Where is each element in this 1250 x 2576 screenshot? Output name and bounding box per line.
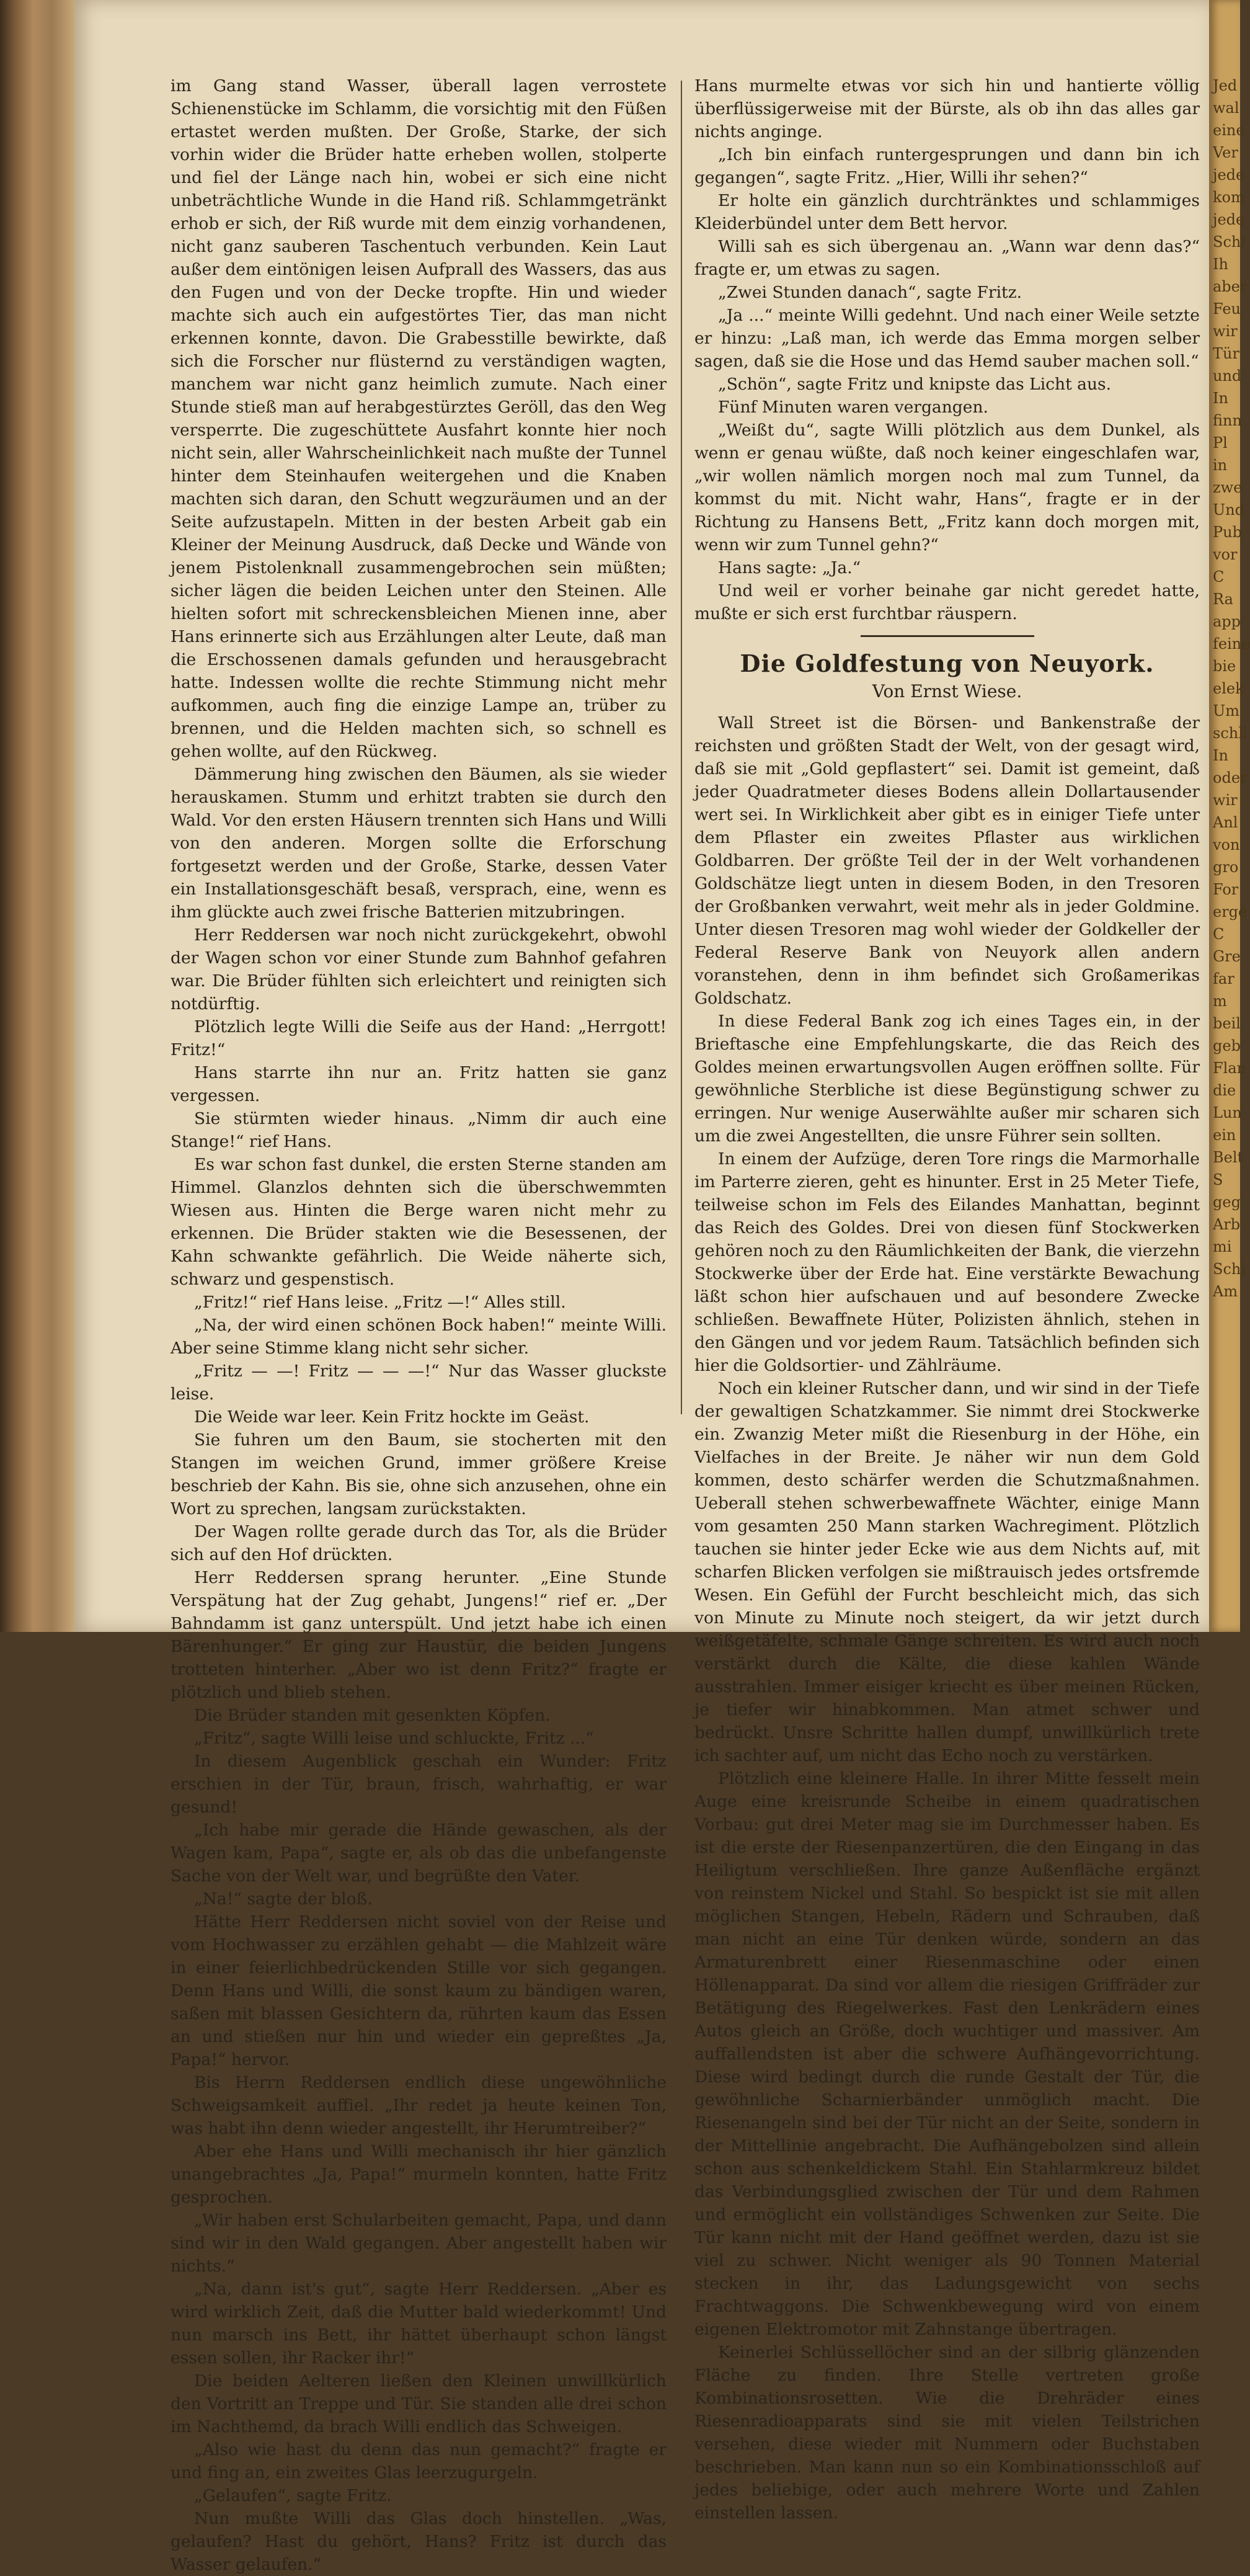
right-column <box>694 74 1200 2525</box>
story-paragraph: Sie stürmten wieder hinaus. „Nimm dir auch eine Stange!“ rief Hans. <box>171 1109 667 1151</box>
article-paragraph: Noch ein kleiner Rutscher dann, und wir sind in der Tiefe der gewaltigen Schatzkammer. Sie nimmt drei Stockwerke ein. Zwanzig Meter mißt die Riesenburg in der Höhe, ein Vielfaches in der Breite. Je näher wir nun dem Gold kommen, desto schärfer werden die Schutzmaßnahmen. Ueberall stehen schwerbewaffnete Wächter, einige Mann vom gesamten 250 Mann starken Wachregiment. Plötzlich tauchen sie hinter jeder Ecke wie aus dem Nichts auf, mit scharfen Blicken verfolgen sie mißtrauisch jedes ortsfremde Wesen. Ein Gefühl der Furcht beschleicht mich, das sich von Minute zu Minute noch steigert, da wir jetzt durch weißgetäfelte, schmale Gänge schreiten. Es wird auch noch verstärkt durch die Kälte, die diese kahlen Wände ausstrahlen. Immer eisiger kriecht es über meinen Rücken, je tiefer wir hinabkommen. Man atmet schwer und bedrückt. Unsre Schritte hallen dumpf, unwillkürlich trete ich sachter auf, um nicht das Echo noch zu verstärken. <box>694 1379 1200 1765</box>
story-paragraph: „Fritz!“ rief Hans leise. „Fritz —!“ Alles still. <box>194 1293 566 1312</box>
story-paragraph: „Ich habe mir gerade die Hände gewaschen, als der Wagen kam, Papa“, sagte er, als ob das die unbefangenste Sache von der Welt war, und begrüßte den Vater. <box>171 1821 667 1886</box>
newspaper-page <box>74 0 1209 2574</box>
story-paragraph: „Ja ...“ meinte Willi gedehnt. Und nach einer Weile setzte er hinzu: „Laß man, ich werde das Emma morgen selber sagen, daß sie die Hose und das Hemd sauber machen soll.“ <box>694 306 1200 371</box>
article-paragraph: Plötzlich eine kleinere Halle. In ihrer Mitte fesselt mein Auge eine kreisrunde Scheibe in einem quadratischen Vorbau: gut drei Meter mag sie im Durchmesser haben. Es ist die erste der Riesenpanzertüren, die den Eingang in das Heiligtum verschließen. Ihre ganze Außenfläche ergänzt von reinstem Nickel und Stahl. So bespickt ist sie mit allen möglichen Stangen, Hebeln, Rädern und Schrauben, daß man nicht an eine Tür denken würde, sondern an das Armaturenbrett einer Riesenmaschine oder einen Höllenapparat. Da sind vor allem die riesigen Griffräder zur Betätigung des Riegelwerkes. Fast den Lenkrädern eines Autos gleich an Größe, doch wuchtiger und massiver. Am auffallendsten ist aber die schwere Aufhängevorrichtung. Diese wird bedingt durch die runde Gestalt der Tür, die gewöhnliche Scharnierbänder unmöglich macht. Die Riesenangeln sind bei der Tür nicht an der Seite, sondern in der Mittellinie angebracht. Die Aufhängebolzen sind allein schon aus schenkeldickem Stahl. Ein Stahlarmkreuz bildet das Verbindungsglied zwischen der Tür und dem Rahmen und ermöglicht ein vollständiges Schwenken zur Seite. Die Tür kann nicht mit der Hand geöffnet werden, dazu ist sie viel zu schwer. Nicht weniger als 90 Tonnen Material stecken in ihr, das Ladungsgewicht von sechs Frachtwaggons. Die Schwenkbewegung wird von einem eigenen Elektromotor mit Zahnstange übertragen. <box>694 1769 1200 2339</box>
story-paragraph: Und weil er vorher beinahe gar nicht geredet hatte, mußte er sich erst furchtbar räuspern. <box>694 581 1200 623</box>
story-paragraph: Sie fuhren um den Baum, sie stocherten mit den Stangen im weichen Grund, immer größere Kreise beschrieb der Kahn. Bis sie, ohne sich anzusehen, ohne ein Wort zu sprechen, langsam zurückstakten. <box>171 1430 667 1518</box>
story-paragraph: Hätte Herr Reddersen nicht soviel von der Reise und vom Hochwasser zu erzählen gehabt — die Mahlzeit wäre in einer feierlichbedrückenden Stille vor sich gegangen. Denn Hans und Willi, die sonst kaum zu bändigen waren, saßen mit blassen Gesichtern da, rührten kaum das Essen an und stießen nur hin und wieder ein gepreßtes „Ja, Papa!“ hervor. <box>171 1912 667 2069</box>
story-paragraph: „Fritz — —! Fritz — — —!“ Nur das Wasser gluckste leise. <box>171 1362 667 1404</box>
article-paragraph: In einem der Aufzüge, deren Tore rings die Marmorhalle im Parterre zieren, geht es hinunter. Erst in 25 Meter Tiefe, teilweise schon im Fels des Eilandes Manhattan, beginnt das Reich des Goldes. Drei von diesen fünf Stockwerken gehören noch zu den Räumlichkeiten der Bank, die vierzehn Stockwerke über der Erde hat. Eine verstärkte Bewachung läßt schon hier aufschauen und auf besondere Zwecke schließen. Bewaffnete Hüter, Polizisten ähnlich, stehen in den Gängen und vor jedem Raum. Tatsächlich befinden sich hier die Goldsortier- und Zählräume. <box>694 1149 1200 1375</box>
section-divider <box>861 635 1034 637</box>
story-paragraph: In diesem Augenblick geschah ein Wunder: Fritz erschien in der Tür, braun, frisch, wahrhaftig, er war gesund! <box>171 1752 667 1817</box>
story-paragraph: „Na, dann ist's gut“, sagte Herr Reddersen. „Aber es wird wirklich Zeit, daß die Mutter bald wiederkommt! Und nun marsch ins Bett, ihr hättet überhaupt schon längst essen sollen, ihr Racker ihr!“ <box>171 2280 667 2368</box>
story-paragraph: Hans starrte ihn nur an. Fritz hatten sie ganz vergessen. <box>171 1063 667 1105</box>
story-paragraph: Herr Reddersen war noch nicht zurückgekehrt, obwohl der Wagen schon vor einer Stunde zum Bahnhof gefahren war. Die Brüder fühlten sich erleichtert und reinigten sich notdürftig. <box>171 925 667 1014</box>
story-paragraph: „Fritz“, sagte Willi leise und schluckte, Fritz ...“ <box>194 1729 594 1748</box>
story-paragraph: „Weißt du“, sagte Willi plötzlich aus dem Dunkel, als wenn er genau wüßte, daß noch keiner eingeschlafen war, „wir wollen nämlich morgen noch mal zum Tunnel, da kommst du mit. Nicht wahr, Hans“, fragte er in der Richtung zu Hansens Bett, „Fritz kann doch morgen mit, wenn wir zum Tunnel gehn?“ <box>694 421 1200 555</box>
story-paragraph: Nun mußte Willi das Glas doch hinstellen. „Was, gelaufen? Hast du gehört, Hans? Fritz ist durch das Wasser gelaufen.“ <box>171 2509 667 2574</box>
next-page-text-fragment: Jed wal eine Ver jede kom jede Schl Ih aber Feu wir Tür und In finn Pl in zwe Und Pub vor C Ra app feine bie elek Um schli In oder wir Anl von gro For erge C Gre far m beil geb Flan die Lun ein Belt S geg Arb mi Schi Am <box>1213 77 1250 1300</box>
story-paragraph: Fünf Minuten waren vergangen. <box>718 398 988 417</box>
article-title: Die Goldfestung von Neuyork. <box>740 649 1155 677</box>
story-paragraph: Hans sagte: „Ja.“ <box>718 558 861 577</box>
story-paragraph: „Zwei Stunden danach“, sagte Fritz. <box>718 283 1022 302</box>
story-paragraph: im Gang stand Wasser, überall lagen verrostete Schienenstücke im Schlamm, die vorsichtig mit den Füßen ertastet werden mußten. Der Große, Starke, der sich vorhin wider die Brüder hatte erheben wollen, stolperte und fiel der Länge nach hin, wobei er sich eine nicht unbeträchtliche Wunde in die Hand riß. Schlammgetränkt erhob er sich, der Riß wurde mit dem einzig vorhandenen, nicht ganz sauberen Taschentuch verbunden. Kein Laut außer dem eintönigen leisen Aufprall des Wassers, das aus den Fugen und von der Decke tropfte. Hin und wieder machte sich auch ein aufgestörtes Tier, das man nicht erkennen konnte, davon. Die Grabesstille bewirkte, daß sich die Forscher nur flüsternd zu verständigen wagten, manchem war nicht ganz heimlich zumute. Nach einer Stunde stieß man auf herabgestürztes Geröll, das den Weg versperrte. Die zugeschüttete Ausfahrt konnte hier noch nicht sein, aller Wahrscheinlichkeit nach mußte der Tunnel hinter dem Steinhaufen weitergehen und die Knaben machten sich daran, den Schutt wegzuräumen und an der Seite aufzustapeln. Mitten in der besten Arbeit gab ein Kleiner der Meinung Ausdruck, daß Decke und Wände von jenem Pistolenknall zusammengebrochen sein müßten; sicher lägen die beiden Leichen unter den Steinen. Alle hielten sofort mit schreckensbleichen Mienen inne, aber Hans erinnerte sich aus Erzählungen alter Leute, daß man die Erschossenen damals gefunden und herausgebracht hatte. Indessen wollte die rechte Stimmung nicht mehr aufkommen, auch fing die einzige Lampe an, trüber zu brennen, und die Helden machten sich, so schnell es gehen wollte, auf den Rückweg. <box>171 76 667 761</box>
story-paragraph: „Wir haben erst Schularbeiten gemacht, Papa, und dann sind wir in den Wald gegangen. Aber angestellt haben wir nichts.“ <box>171 2211 667 2276</box>
story-paragraph: Bis Herrn Reddersen endlich diese ungewöhnliche Schweigsamkeit auffiel. „Ihr redet ja heute keinen Ton, was habt ihn denn wieder angestellt, ihr Herumtreiber?“ <box>171 2073 667 2138</box>
story-paragraph: Die beiden Aelteren ließen den Kleinen unwillkürlich den Vortritt an Treppe und Tür. Sie standen alle drei schon im Nachthemd, da brach Willi endlich das Schweigen. <box>171 2371 667 2436</box>
story-paragraph: Hans murmelte etwas vor sich hin und hantierte völlig überflüssigerweise mit der Bürste, als ob ihn das alles gar nichts anginge. <box>694 76 1200 141</box>
story-paragraph: Er holte ein gänzlich durchtränktes und schlammiges Kleiderbündel unter dem Bett hervor. <box>694 191 1200 233</box>
column-divider <box>681 81 682 1414</box>
article-paragraph: Wall Street ist die Börsen- und Bankenstraße der reichsten und größten Stadt der Welt, von der gesagt wird, daß sie mit „Gold gepflastert“ sei. Damit ist gemeint, daß jeder Quadratmeter dieses Bodens allein Dollartausender wert sei. In Wirklichkeit aber gibt es in einiger Tiefe unter dem Pflaster ein zweites Pflaster aus wirklichen Goldbarren. Der größte Teil der in der Welt vorhandenen Goldschätze liegt unten in diesem Boden, in den Tresoren der Großbanken verwahrt, weit mehr als in jeder Goldmine. Unter diesen Tresoren mag wohl wieder der Goldkeller der Federal Reserve Bank von Neuyork allen andern voranstehen, denn in ihm befindet sich Großamerikas Goldschatz. <box>694 713 1200 1008</box>
story-paragraph: „Na, der wird einen schönen Bock haben!“ meinte Willi. Aber seine Stimme klang nicht sehr sicher. <box>171 1316 667 1358</box>
story-paragraph: Willi sah es sich übergenau an. „Wann war denn das?“ fragte er, um etwas zu sagen. <box>694 237 1200 279</box>
book-binding <box>0 0 74 1632</box>
story-paragraph: „Also wie hast du denn das nun gemacht?“ fragte er und fing an, ein zweites Glas leerzugurgeln. <box>171 2440 667 2482</box>
article-paragraph: In diese Federal Bank zog ich eines Tages ein, in der Brieftasche eine Empfehlungskarte, die das Reich des Goldes meinen erwartungsvollen Augen eröffnen sollte. Für gewöhnliche Sterbliche ist diese Begünstigung schwer zu erringen. Nur wenige Auserwählte außer mir scharen sich um die zwei Angestellten, die unsre Führer sein sollten. <box>694 1012 1200 1146</box>
story-paragraph: „Na!“ sagte der bloß. <box>194 1889 373 1909</box>
story-paragraph: „Gelaufen“, sagte Fritz. <box>194 2486 392 2505</box>
story-paragraph: Herr Reddersen sprang herunter. „Eine Stunde Verspätung hat der Zug gehabt, Jungens!“ rief er. „Der Bahndamm ist ganz unterspült. Und jetzt habe ich einen Bärenhunger.“ Er ging zur Haustür, die beiden Jungens trotteten hinterher. „Aber wo ist denn Fritz?“ fragte er plötzlich und blieb stehen. <box>171 1568 667 1702</box>
article-paragraph: Keinerlei Schlüssellöcher sind an der silbrig glänzenden Fläche zu finden. Ihre Stelle vertreten große Kombinationsrosetten. Wie die Drehräder eines Riesenradioapparats sind sie mit vielen Teilstrichen versehen, diese wieder mit Nummern oder Buchstaben beschrieben. Man kann nun so ein Kombinationsschloß auf jedes beliebige, oder auch mehrere Worte und Zahlen einstellen lassen. <box>694 2343 1200 2523</box>
article-author: Von Ernst Wiese. <box>872 681 1022 702</box>
story-paragraph: Aber ehe Hans und Willi mechanisch ihr hier gänzlich unangebrachtes „Ja, Papa!“ murmeln konnten, hatte Fritz gesprochen. <box>171 2142 667 2207</box>
story-paragraph: Der Wagen rollte gerade durch das Tor, als die Brüder sich auf den Hof drückten. <box>171 1522 667 1564</box>
story-paragraph: Es war schon fast dunkel, die ersten Sterne standen am Himmel. Glanzlos dehnten sich die überschwemmten Wiesen aus. Hinten die Berge waren nicht mehr zu erkennen. Die Brüder stakten wie die Besessenen, der Kahn schwankte gefährlich. Die Weide näherte sich, schwarz und gespenstisch. <box>171 1155 667 1289</box>
story-paragraph: Die Brüder standen mit gesenkten Köpfen. <box>194 1706 551 1725</box>
story-paragraph: Die Weide war leer. Kein Fritz hockte im Geäst. <box>194 1407 590 1427</box>
story-paragraph: Plötzlich legte Willi die Seife aus der Hand: „Herrgott! Fritz!“ <box>171 1017 667 1059</box>
story-paragraph: „Schön“, sagte Fritz und knipste das Licht aus. <box>718 375 1112 394</box>
left-column <box>171 74 667 2576</box>
next-page-edge <box>1209 0 1250 1632</box>
story-paragraph: „Ich bin einfach runtergesprungen und dann bin ich gegangen“, sagte Fritz. „Hier, Willi ihr sehen?“ <box>694 145 1200 187</box>
story-paragraph: Dämmerung hing zwischen den Bäumen, als sie wieder herauskamen. Stumm und erhitzt trabten sie durch den Wald. Vor den ersten Häusern trennten sich Hans und Willi von den anderen. Morgen sollte die Erforschung fortgesetzt werden und der Große, Starke, dessen Vater ein Installationsgeschäft besaß, versprach, eine, wenn es ihm glückte auch zwei frische Batterien mitzubringen. <box>171 765 667 922</box>
